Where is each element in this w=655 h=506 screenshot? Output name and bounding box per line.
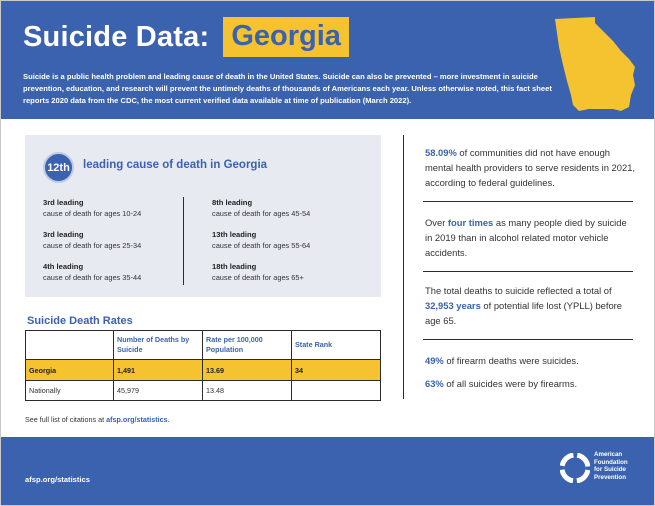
table-header-row xyxy=(26,331,381,360)
lead-title: 13th leading xyxy=(212,230,257,239)
lead-sub: cause of death for ages 55-64 xyxy=(212,241,311,250)
lead-item xyxy=(212,261,304,283)
lead-item xyxy=(43,229,141,251)
stat-highlight: four times xyxy=(447,217,494,228)
lead-item xyxy=(212,197,310,219)
stat-highlight: 63% xyxy=(425,378,444,389)
lead-sub: cause of death for ages 35-44 xyxy=(43,273,142,282)
lead-sub: cause of death for ages 65+ xyxy=(212,273,304,282)
rank-label: leading cause of death in Georgia xyxy=(83,159,268,171)
stat-firearm-deaths xyxy=(425,353,635,368)
table-cell: Nationally xyxy=(26,381,114,401)
footer-banner xyxy=(1,437,654,505)
stat-alcohol xyxy=(425,215,635,260)
citation-note xyxy=(25,415,170,424)
header-cell: Rate per 100,000 Population xyxy=(203,331,292,360)
column-divider xyxy=(183,197,184,285)
stat-text: of communities did not have enough mental health providers to serve residents in 2021, according to federal guidelines. xyxy=(425,147,636,188)
stat-divider xyxy=(423,339,633,340)
stat-firearm-suicides xyxy=(425,376,635,391)
org-name-line: Foundation xyxy=(594,458,628,466)
table-cell: 13.69 xyxy=(203,360,292,381)
stat-highlight: 58.09% xyxy=(425,147,457,158)
title-group xyxy=(23,17,349,57)
lead-item xyxy=(43,197,141,219)
intro-text: Suicide is a public health problem and leading cause of death in the United States. Suicide can also be prevented – more investment in suicide prevention, education, and research will prevent the untimely deaths of thousands of Americans each year. Unless otherwise noted, this fact sheet reports 2020 data from the CDC, the most current verified data available at time of publication (March 2022). xyxy=(23,72,552,106)
lead-sub: cause of death for ages 10-24 xyxy=(43,209,142,218)
table-cell: 13.48 xyxy=(203,381,292,401)
footer-link[interactable]: afsp.org/statistics xyxy=(25,475,90,484)
section-divider xyxy=(403,135,404,399)
stat-ypll xyxy=(425,283,635,328)
stat-text: of firearm deaths were suicides. xyxy=(443,355,579,366)
rates-table xyxy=(25,330,381,401)
header-cell xyxy=(26,331,114,360)
header-banner xyxy=(1,1,654,119)
state-name: Georgia xyxy=(231,20,341,52)
org-name-line: for Suicide xyxy=(594,466,626,474)
lead-title: 8th leading xyxy=(212,198,253,207)
lead-title: 3rd leading xyxy=(43,198,84,207)
georgia-map-icon xyxy=(549,15,641,117)
page-title: Suicide Data: xyxy=(23,20,210,53)
table-cell: 1,491 xyxy=(114,360,203,381)
lead-sub: cause of death for ages 25-34 xyxy=(43,241,142,250)
stat-prefix: Over xyxy=(425,217,448,228)
stat-highlight: 49% xyxy=(425,355,444,366)
stat-text: of potential life lost (YPLL) before age 65. xyxy=(425,300,623,326)
ranking-panel xyxy=(25,135,381,297)
header-cell: State Rank xyxy=(292,331,381,360)
lead-sub: cause of death for ages 45-54 xyxy=(212,209,311,218)
state-badge xyxy=(223,17,349,57)
stat-divider xyxy=(423,271,633,272)
table-cell: Georgia xyxy=(26,360,114,381)
rates-title: Suicide Death Rates xyxy=(27,315,133,327)
table-row-georgia xyxy=(26,360,381,381)
table-cell xyxy=(292,381,381,401)
lead-title: 3rd leading xyxy=(43,230,84,239)
stat-providers xyxy=(425,145,635,190)
table-cell: 45,979 xyxy=(114,381,203,401)
rank-badge xyxy=(43,152,74,183)
table-cell: 34 xyxy=(292,360,381,381)
stat-text: as many people died by suicide in 2019 than in alcohol related motor vehicle accidents. xyxy=(425,217,627,258)
stat-divider xyxy=(423,201,633,202)
lead-title: 4th leading xyxy=(43,262,84,271)
lead-item xyxy=(43,261,141,283)
citation-prefix: See full list of citations at xyxy=(25,415,107,424)
org-name-line: Prevention xyxy=(594,473,626,481)
lead-title: 18th leading xyxy=(212,262,257,271)
lead-item xyxy=(212,229,310,251)
org-name xyxy=(594,451,654,481)
lifebuoy-icon xyxy=(560,453,590,483)
org-name-line: American xyxy=(594,451,623,458)
citation-link[interactable]: afsp.org/statistics xyxy=(106,415,168,424)
header-cell: Number of Deaths by Suicide xyxy=(114,331,203,360)
stat-prefix: The total deaths to suicide reflected a total of xyxy=(425,285,612,296)
stat-highlight: 32,953 years xyxy=(425,300,481,311)
rank-number: 12th xyxy=(47,161,70,174)
citation-suffix: . xyxy=(167,415,170,424)
stat-text: of all suicides were by firearms. xyxy=(443,378,578,389)
table-row-national xyxy=(26,381,381,401)
